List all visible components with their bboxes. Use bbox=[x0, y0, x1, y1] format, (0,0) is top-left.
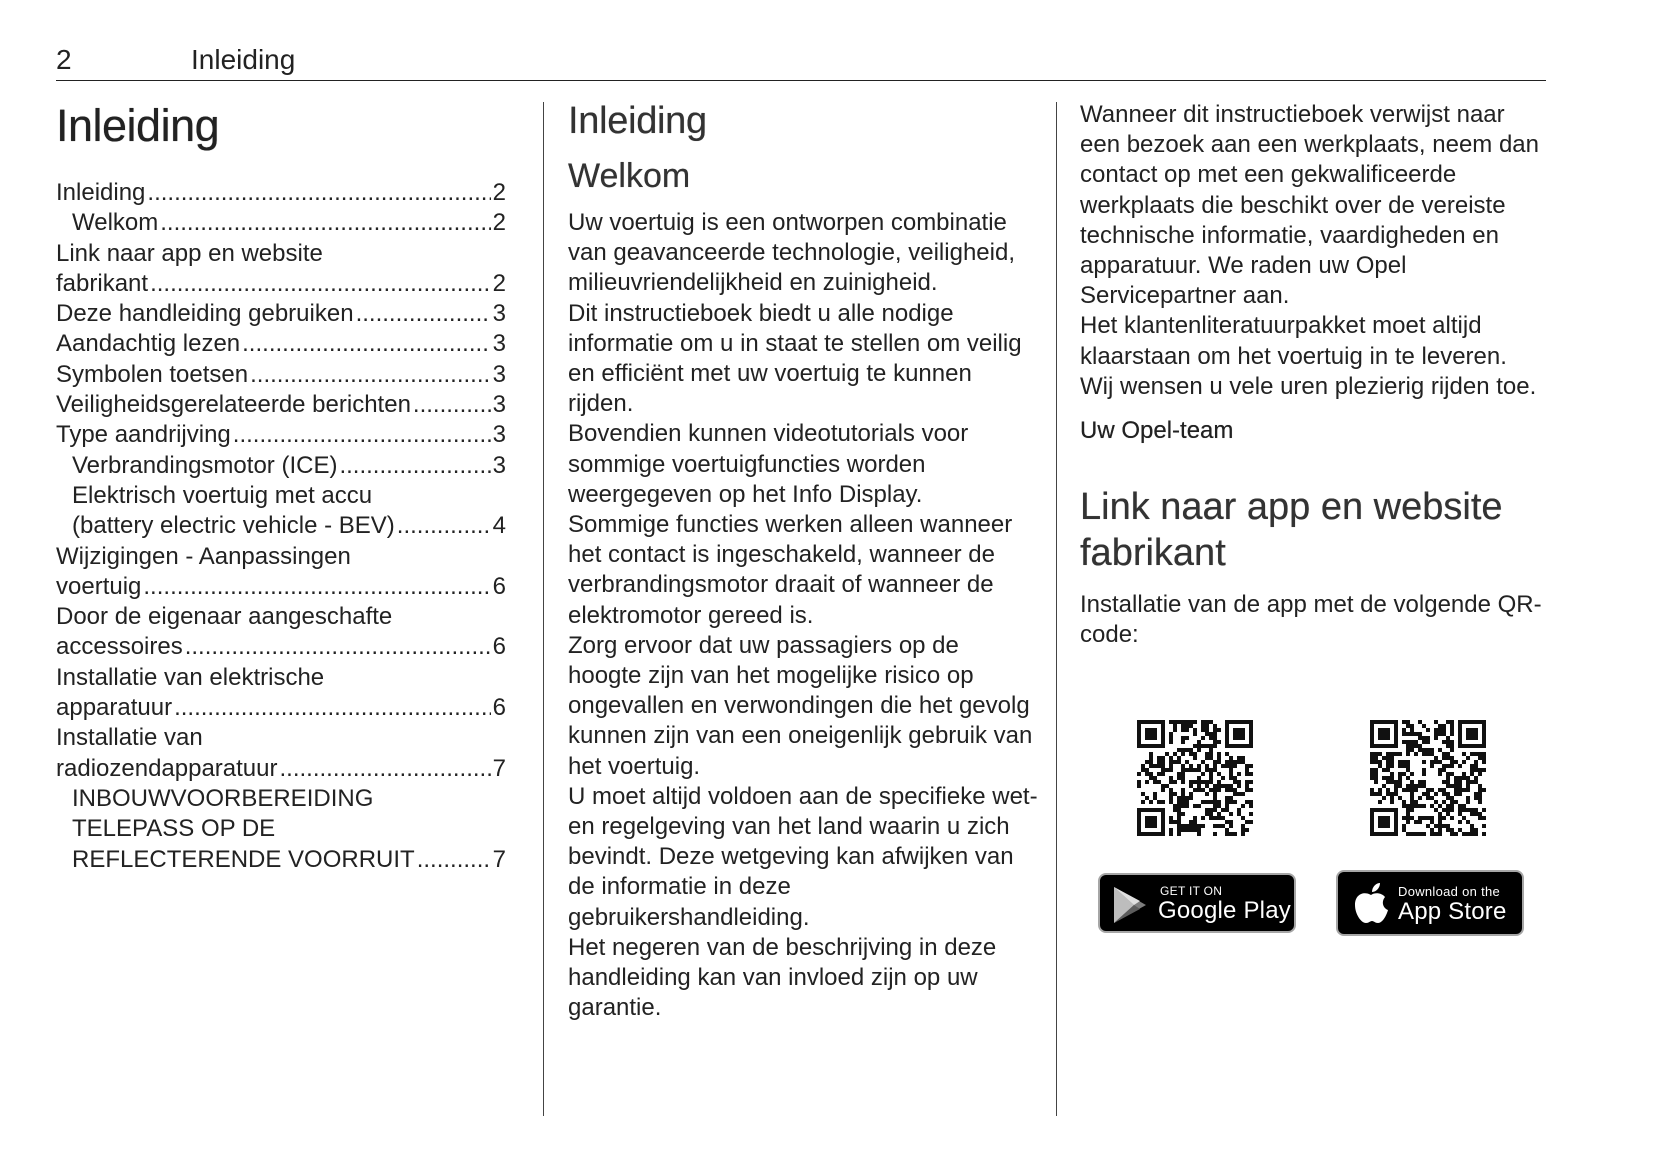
qr-codes bbox=[1080, 720, 1550, 840]
toc-entry-text: Welkom bbox=[72, 209, 159, 237]
toc-entry[interactable] bbox=[56, 451, 506, 481]
toc-entry-text: Verbrandingsmotor (ICE) bbox=[72, 451, 338, 479]
app-store-big-text: App Store bbox=[1398, 898, 1507, 925]
intro-paragraph: U moet altijd voldoen aan de specifieke wet- en regelgeving van het land waarin u zich bevindt. Deze wetgeving kan afwijken van de informatie in deze gebruikershandleiding. bbox=[568, 782, 1038, 931]
toc-entry[interactable] bbox=[56, 663, 506, 724]
toc-entry[interactable] bbox=[56, 329, 506, 359]
intro-paragraph: Dit instructieboek biedt u alle nodige informatie om u in staat te stellen om veilig en efficiënt met uw voertuig te kunnen rijden. bbox=[568, 299, 1022, 418]
toc-entry-text: apparatuur bbox=[56, 694, 173, 722]
toc-leader-dots bbox=[160, 208, 490, 238]
toc-entry-text: Wijzigingen - Aanpassingen bbox=[56, 542, 351, 570]
toc-leader-dots bbox=[185, 632, 491, 662]
app-store-badge[interactable] bbox=[1336, 870, 1524, 936]
toc-list bbox=[56, 178, 506, 875]
toc-entry[interactable] bbox=[56, 390, 506, 420]
toc-page-number: 3 bbox=[492, 300, 506, 328]
toc-entry[interactable] bbox=[56, 481, 506, 542]
google-play-small-text: GET IT ON bbox=[1160, 884, 1223, 898]
toc-entry-text: Inleiding bbox=[56, 179, 146, 206]
intro-paragraph: Zorg ervoor dat uw passagiers op de hoogte zijn van het mogelijke risico op ongevallen en verwondingen die het gevolg kunnen zijn van een oneigenlijk gebruik van het voertuig. bbox=[568, 631, 1033, 780]
toc-entry[interactable] bbox=[56, 420, 506, 450]
toc-page-number: 6 bbox=[492, 633, 506, 661]
toc-entry-text: Door de eigenaar aangeschafte bbox=[56, 603, 393, 631]
toc-page-number: 7 bbox=[492, 754, 506, 782]
toc-page-number: 2 bbox=[492, 179, 506, 206]
qr-code-app-store[interactable] bbox=[1370, 720, 1486, 836]
qr-code-google-play[interactable] bbox=[1137, 720, 1253, 836]
literature-paragraph: Het klantenliteratuurpakket moet altijd klaarstaan om het voertuig in te leveren. bbox=[1080, 312, 1507, 370]
toc-entry-text: Type aandrijving bbox=[56, 421, 231, 449]
toc-leader-dots bbox=[417, 845, 491, 875]
toc-column bbox=[56, 100, 506, 875]
intro-paragraph: Uw voertuig is een ontworpen combinatie van geavanceerde technologie, veiligheid, milieuvriendelijkheid en zuinigheid. bbox=[568, 209, 1015, 297]
section-title: Inleiding bbox=[568, 100, 707, 142]
toc-entry[interactable] bbox=[56, 784, 506, 875]
toc-entry-text: Link naar app en website bbox=[56, 239, 323, 267]
signature: Uw Opel-team bbox=[1080, 417, 1234, 445]
intro-paragraph: Bovendien kunnen videotutorials voor sommige voertuigfuncties worden weergegeven op het Info Display. bbox=[568, 420, 969, 508]
toc-page-number: 4 bbox=[492, 512, 506, 540]
toc-entry-text: REFLECTERENDE VOORRUIT bbox=[72, 845, 415, 873]
toc-entry[interactable] bbox=[56, 208, 506, 238]
toc-page-number: 3 bbox=[492, 451, 506, 479]
google-play-icon bbox=[1112, 885, 1148, 925]
toc-entry[interactable] bbox=[56, 178, 506, 208]
toc-entry[interactable] bbox=[56, 602, 506, 663]
toc-entry-text: Veiligheidsgerelateerde berichten bbox=[56, 391, 411, 419]
toc-leader-dots bbox=[397, 511, 491, 541]
toc-page-number: 3 bbox=[492, 421, 506, 449]
google-play-badge[interactable] bbox=[1098, 873, 1296, 933]
toc-page-number: 7 bbox=[492, 845, 506, 873]
page-number: 2 bbox=[56, 44, 72, 75]
toc-entry[interactable] bbox=[56, 360, 506, 390]
toc-leader-dots bbox=[233, 420, 491, 450]
toc-entry-text: INBOUWVOORBEREIDING bbox=[72, 784, 374, 812]
toc-entry-text: Elektrisch voertuig met accu bbox=[72, 481, 373, 509]
column-divider bbox=[1056, 102, 1057, 1116]
apple-icon bbox=[1352, 881, 1390, 925]
toc-page-number: 3 bbox=[492, 330, 506, 358]
toc-entry-text: radiozendapparatuur bbox=[56, 754, 278, 782]
toc-leader-dots bbox=[174, 693, 491, 723]
toc-leader-dots bbox=[242, 329, 491, 359]
intro-paragraph: Het negeren van de beschrijving in deze handleiding kan van invloed zijn op uw garantie. bbox=[568, 933, 997, 1022]
toc-entry-text: Aandachtig lezen bbox=[56, 330, 241, 358]
app-store-small-text: Download on the bbox=[1398, 884, 1501, 899]
toc-entry-text: fabrikant bbox=[56, 269, 149, 297]
toc-page-number: 2 bbox=[492, 269, 506, 297]
toc-leader-dots bbox=[150, 269, 491, 299]
wish-paragraph: Wij wensen u vele uren plezierig rijden toe. bbox=[1080, 372, 1537, 400]
link-section-title: Link naar app en website fabrikant bbox=[1080, 486, 1503, 575]
column-divider bbox=[543, 102, 544, 1116]
toc-title: Inleiding bbox=[56, 100, 220, 151]
welcome-title: Welkom bbox=[568, 157, 691, 195]
toc-leader-dots bbox=[356, 299, 491, 329]
toc-page-number: 6 bbox=[492, 572, 506, 600]
running-section-title: Inleiding bbox=[191, 44, 296, 75]
toc-leader-dots bbox=[339, 451, 490, 481]
toc-leader-dots bbox=[147, 178, 490, 208]
toc-page-number: 3 bbox=[492, 391, 506, 419]
toc-page-number: 3 bbox=[492, 360, 506, 388]
toc-entry[interactable] bbox=[56, 723, 506, 784]
toc-entry-text: Installatie van bbox=[56, 724, 203, 752]
toc-leader-dots bbox=[280, 754, 491, 784]
intro-paragraph: Sommige functies werken alleen wanneer het contact is ingeschakeld, wanneer de verbrandingsmotor draait of wanneer de elektromotor gereed is. bbox=[568, 511, 1013, 629]
toc-page-number: 2 bbox=[492, 209, 506, 237]
toc-page-number: 6 bbox=[492, 694, 506, 722]
toc-entry-text: Installatie van elektrische bbox=[56, 663, 325, 691]
toc-entry-text: TELEPASS OP DE bbox=[72, 815, 276, 843]
toc-entry[interactable] bbox=[56, 239, 506, 300]
toc-leader-dots bbox=[250, 360, 491, 390]
third-column bbox=[1080, 100, 1550, 650]
running-header bbox=[56, 44, 1546, 81]
qr-instructions: Installatie van de app met de volgende QR-code: bbox=[1080, 591, 1542, 649]
toc-entry[interactable] bbox=[56, 542, 506, 603]
intro-column bbox=[568, 100, 1038, 1023]
toc-entry-text: Symbolen toetsen bbox=[56, 360, 249, 388]
workshop-paragraph: Wanneer dit instructieboek verwijst naar een bezoek aan een werkplaats, neem dan contact op met een gekwalificeerde werkplaats die beschikt over de vereiste technische informatie, vaardigheden en apparatuur. We raden uw Opel Servicepartner aan. bbox=[1080, 101, 1539, 310]
toc-entry-text: accessoires bbox=[56, 633, 183, 661]
toc-entry[interactable] bbox=[56, 299, 506, 329]
toc-leader-dots bbox=[143, 572, 490, 602]
toc-entry-text: voertuig bbox=[56, 572, 142, 600]
toc-leader-dots bbox=[413, 390, 491, 420]
toc-entry-text: (battery electric vehicle - BEV) bbox=[72, 512, 395, 540]
google-play-big-text: Google Play bbox=[1158, 897, 1291, 924]
toc-entry-text: Deze handleiding gebruiken bbox=[56, 300, 354, 328]
